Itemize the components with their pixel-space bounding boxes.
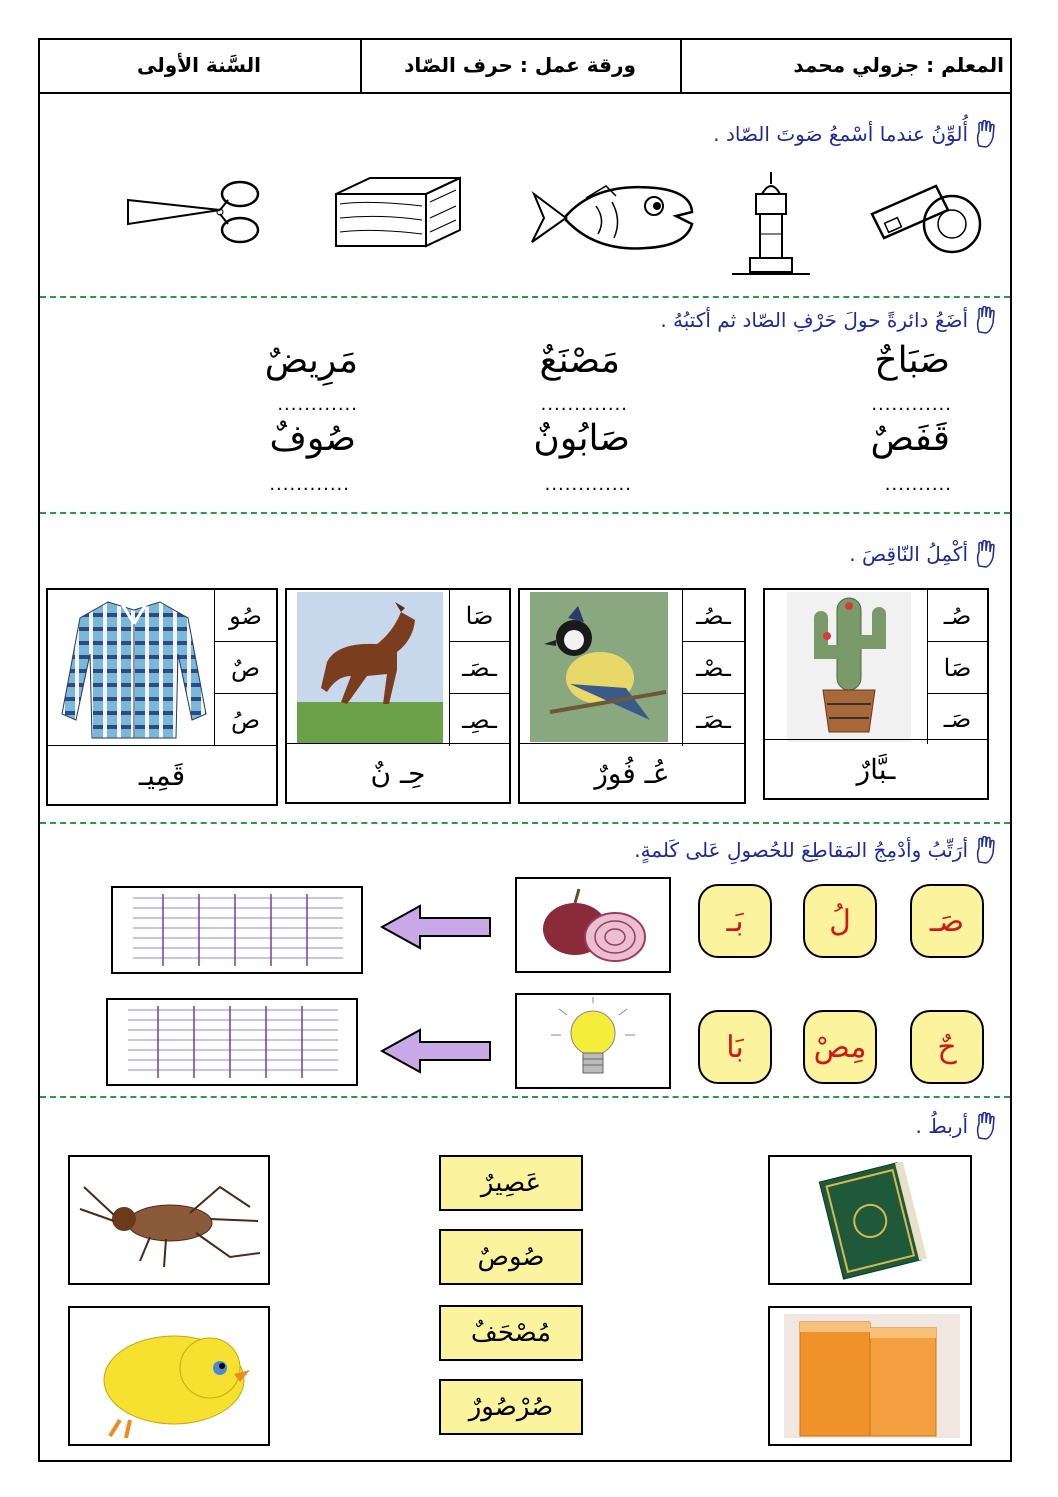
hand-icon <box>974 1112 996 1140</box>
hand-icon <box>974 540 996 568</box>
grade-label: السَّنة الأولى <box>137 53 261 77</box>
task5-instruction <box>916 1112 996 1140</box>
answer-dots[interactable]: ............ <box>277 394 358 415</box>
complete-card-shirt <box>46 588 278 806</box>
task1-text: أُلوِّنُ عندما أسْمعُ صَوتَ الصّاد . <box>713 122 968 146</box>
syllable-option[interactable]: صُـ <box>927 590 987 642</box>
minaret-image <box>730 170 812 282</box>
syllable-option[interactable]: صُ <box>214 694 276 746</box>
task2-text: أضَعُ دائرةً حولَ حَرْفِ الصّاد ثم أكتبُهُ . <box>660 308 968 332</box>
hand-icon <box>974 836 996 864</box>
syllable-option[interactable]: ـصَـ <box>449 642 509 694</box>
syllable-option[interactable]: ـصَـ <box>682 694 744 746</box>
fish-image <box>526 176 696 260</box>
teacher-name: المعلم : جزولي محمد <box>793 53 1004 77</box>
worksheet-title: ورقة عمل : حرف الصّاد <box>404 53 636 77</box>
scissors-image <box>120 172 272 248</box>
answer-dots[interactable]: ............. <box>540 394 628 415</box>
writing-lines <box>108 1000 356 1084</box>
section-divider <box>40 296 1010 298</box>
syllable-option[interactable]: صَا <box>927 642 987 694</box>
task1-instruction <box>713 120 996 148</box>
bulb-picture <box>515 993 671 1089</box>
quran-image <box>770 1157 970 1283</box>
syllable-option[interactable]: صَـ <box>927 694 987 744</box>
answer-dots[interactable]: .......... <box>884 474 952 495</box>
arrow-left-icon <box>380 904 492 950</box>
syllable-option[interactable]: صَا <box>449 590 509 642</box>
task3-text: أكْمِلُ النّاقِصَ . <box>849 542 968 566</box>
complete-card-horse <box>285 588 511 804</box>
syllable-tile[interactable]: لُ <box>803 884 877 958</box>
whistle-image <box>866 180 988 258</box>
header <box>38 38 1012 94</box>
shirt-image <box>56 594 212 744</box>
onion-picture <box>515 877 671 973</box>
match-word[interactable]: صُوصٌ <box>439 1229 583 1285</box>
syllable-tile[interactable]: بَا <box>698 1010 772 1084</box>
task4-text: أرَتِّبُ وأدْمِجُ المَقاطِعَ للحُصولِ عَلى كَلمةٍ. <box>634 838 968 862</box>
syllable-option[interactable]: ـصُـ <box>682 590 744 642</box>
section-divider <box>40 822 1010 824</box>
syllable-option[interactable]: ـصِـ <box>449 694 509 746</box>
syllable-tile[interactable]: صَـ <box>910 884 984 958</box>
answer-dots[interactable]: ............. <box>544 474 632 495</box>
syllable-option[interactable]: ـصْـ <box>682 642 744 694</box>
syllable-option[interactable]: صُو <box>214 590 276 642</box>
juice-picture[interactable] <box>768 1306 972 1446</box>
arrow-left-icon <box>380 1028 492 1074</box>
match-word[interactable]: عَصِيرٌ <box>439 1155 583 1211</box>
answer-dots[interactable]: ............ <box>871 394 952 415</box>
chick-picture[interactable] <box>68 1306 270 1446</box>
cricket-image <box>70 1157 268 1283</box>
task5-text: أربطُ . <box>915 1114 968 1138</box>
syllable-tile[interactable]: مِصْ <box>803 1010 877 1084</box>
section-divider <box>40 1096 1010 1098</box>
bird-image <box>530 592 668 742</box>
task4-instruction <box>634 836 996 864</box>
juice-image <box>770 1308 970 1444</box>
word-suf: صُوفٌ <box>269 418 356 459</box>
complete-card-cactus <box>763 588 989 800</box>
horse-image <box>297 592 443 744</box>
word-sabun: صَابُونٌ <box>533 418 630 459</box>
writing-lines-box[interactable] <box>111 886 363 974</box>
hand-icon <box>974 306 996 334</box>
syllable-tile[interactable]: حٌ <box>910 1010 984 1084</box>
incomplete-word: عُـ فُورٌ <box>520 743 744 802</box>
cricket-picture[interactable] <box>68 1155 270 1285</box>
complete-card-bird <box>518 588 746 804</box>
syllable-tile[interactable]: بَـ <box>698 884 772 958</box>
task2-instruction <box>660 306 996 334</box>
hand-icon <box>974 120 996 148</box>
word-marid: مَرِيضٌ <box>264 340 358 381</box>
quran-picture[interactable] <box>768 1155 972 1285</box>
chick-image <box>70 1308 268 1444</box>
section-divider <box>40 512 1010 514</box>
word-qafas: قَفَصٌ <box>870 418 950 459</box>
light-bulb-image <box>517 995 669 1087</box>
incomplete-word: حِـ نٌ <box>287 743 509 802</box>
task3-instruction <box>849 540 996 568</box>
word-sabah: صَبَاحٌ <box>874 340 950 381</box>
onion-image <box>517 879 669 971</box>
incomplete-word: قَمِيـ <box>48 745 276 804</box>
incomplete-word: ـبَّارٌ <box>765 739 987 798</box>
match-word[interactable]: صُرْصُورٌ <box>439 1379 583 1435</box>
syllable-option[interactable]: صٌ <box>214 642 276 694</box>
word-masnaa: مَصْنَعٌ <box>539 340 620 381</box>
box-image <box>330 172 466 252</box>
cactus-image <box>787 592 911 742</box>
match-word[interactable]: مُصْحَفٌ <box>439 1305 583 1361</box>
writing-lines-box[interactable] <box>106 998 358 1086</box>
answer-dots[interactable]: ............ <box>269 474 350 495</box>
writing-lines <box>113 888 361 972</box>
